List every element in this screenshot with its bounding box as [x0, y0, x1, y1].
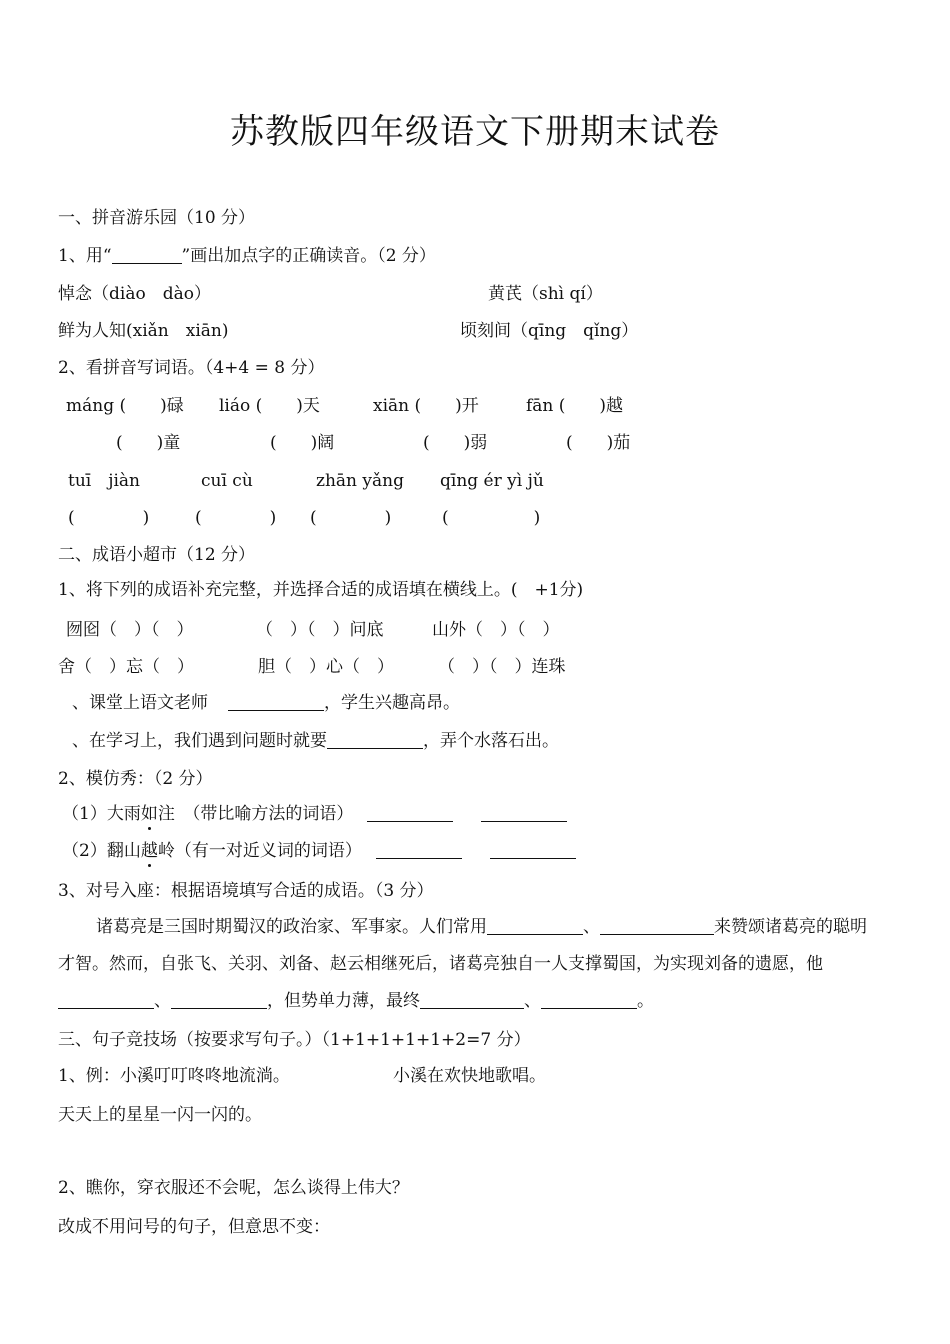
para-sep: 、	[524, 991, 541, 1011]
imitation-pre: （1）大雨	[62, 804, 141, 824]
question-2-1: 1、将下列的成语补充完整，并选择合适的成语填在横线上。( +1分)	[58, 580, 584, 600]
para-sep: 、	[583, 917, 600, 937]
question-1-1	[58, 245, 436, 267]
dotted-char: 越	[140, 841, 158, 861]
answer-parens: ( )	[442, 508, 541, 528]
imitation-item	[62, 803, 567, 825]
reading-item: 顷刻间（qīng qǐng）	[460, 321, 639, 341]
answer-line	[327, 730, 423, 749]
para-text-a: 诸葛亮是三国时期蜀汉的政治家、军事家。人们常用	[96, 917, 487, 937]
pinyin-blank: liáo ( )天	[219, 396, 320, 416]
answer-line	[58, 990, 154, 1009]
idiom-item: 胆（ ）心（ ）	[258, 657, 394, 677]
answer-line	[541, 990, 637, 1009]
answer-line	[487, 916, 583, 935]
answer-line	[490, 840, 576, 859]
section-3-heading: 三、句子竞技场（按要求写句子。）（1+1+1+1+1+2=7 分）	[58, 1030, 531, 1050]
answer-line	[376, 840, 462, 859]
answer-line	[420, 990, 524, 1009]
imitation-pre: （2）翻山	[62, 841, 141, 861]
pinyin-blank: ( )弱	[423, 433, 488, 453]
idiom-item: （ ）（ ）问底	[256, 620, 384, 640]
answer-line	[228, 692, 324, 711]
sample-underline	[112, 245, 182, 264]
answer-line	[481, 803, 567, 822]
para-text-b: 来赞颂诸葛亮的聪明才智。然而，自张飞、关羽、刘备、赵云相继死后，诸葛亮独自一人支撑蜀国，为实现刘备的遗愿，他	[58, 917, 867, 974]
idiom-item: 囫囵（ ）（ ）	[66, 620, 194, 640]
pinyin-word: qīng ér yì jǔ	[440, 471, 544, 491]
reading-item: 黄芪（shì qí）	[488, 284, 603, 304]
answer-parens: ( )	[68, 508, 150, 528]
imitation-post: 注 （带比喻方法的词语）	[157, 804, 354, 824]
idiom-fill-sentence	[72, 730, 559, 752]
idiom-fill-sentence	[72, 692, 460, 714]
sentence-pre: 、在学习上，我们遇到问题时就要	[72, 731, 327, 751]
exercise-instruction: 改成不用问号的句子，但意思不变：	[58, 1217, 330, 1237]
question-1-1-pre: 1、用“	[58, 246, 112, 266]
imitation-item	[62, 840, 576, 862]
pinyin-blank: fān ( )越	[526, 396, 624, 416]
section-2-heading: 二、成语小超市（12 分）	[58, 545, 256, 565]
reading-item: 悼念（diào dào）	[58, 284, 211, 304]
section-1-heading: 一、拼音游乐园（10 分）	[58, 208, 256, 228]
idiom-item: 舍（ ）忘（ ）	[58, 657, 194, 677]
example-sentence: 小溪在欢快地歌唱。	[393, 1066, 546, 1086]
idiom-item: 山外（ ）（ ）	[432, 620, 560, 640]
question-1-2: 2、看拼音写词语。（4+4 = 8 分）	[58, 358, 325, 378]
answer-line	[171, 990, 267, 1009]
sentence-post: ，学生兴趣高昂。	[324, 693, 460, 713]
pinyin-blank: ( )茄	[566, 433, 631, 453]
pinyin-blank: ( )阔	[270, 433, 335, 453]
pinyin-blank: xiān ( )开	[373, 396, 479, 416]
question-2-2: 2、模仿秀：（2 分）	[58, 769, 213, 789]
sentence-pre: 、课堂上语文老师	[72, 693, 208, 713]
pinyin-word: cuī cù	[201, 471, 253, 491]
question-1-1-post: ”画出加点字的正确读音。（2 分）	[181, 246, 436, 266]
page-title: 苏教版四年级语文下册期末试卷	[230, 112, 720, 152]
pinyin-word: zhān yǎng	[316, 471, 404, 491]
imitation-post: 岭（有一对近义词的词语）	[157, 841, 362, 861]
answer-parens: ( )	[310, 508, 392, 528]
answer-line	[600, 916, 714, 935]
pinyin-word: tuī jiàn	[68, 471, 141, 491]
pinyin-blank: ( )童	[116, 433, 181, 453]
para-end: 。	[637, 991, 654, 1011]
context-paragraph	[58, 909, 878, 1020]
sentence-post: ，弄个水落石出。	[423, 731, 559, 751]
question-2-3: 3、对号入座：根据语境填写合适的成语。（3 分）	[58, 881, 434, 901]
para-text-c: ，但势单力薄，最终	[267, 991, 420, 1011]
para-sep: 、	[154, 991, 171, 1011]
example-sentence: 1、例：小溪叮叮咚咚地流淌。	[58, 1066, 290, 1086]
dotted-char: 如	[140, 804, 158, 824]
reading-item: 鲜为人知(xiǎn xiān)	[58, 321, 229, 341]
exercise-sentence: 天天上的星星一闪一闪的。	[58, 1105, 262, 1125]
answer-line	[367, 803, 453, 822]
idiom-item: （ ）（ ）连珠	[438, 657, 566, 677]
answer-parens: ( )	[195, 508, 277, 528]
exercise-sentence: 2、瞧你，穿衣服还不会呢，怎么谈得上伟大？	[58, 1178, 409, 1198]
pinyin-blank: máng ( )碌	[66, 396, 184, 416]
